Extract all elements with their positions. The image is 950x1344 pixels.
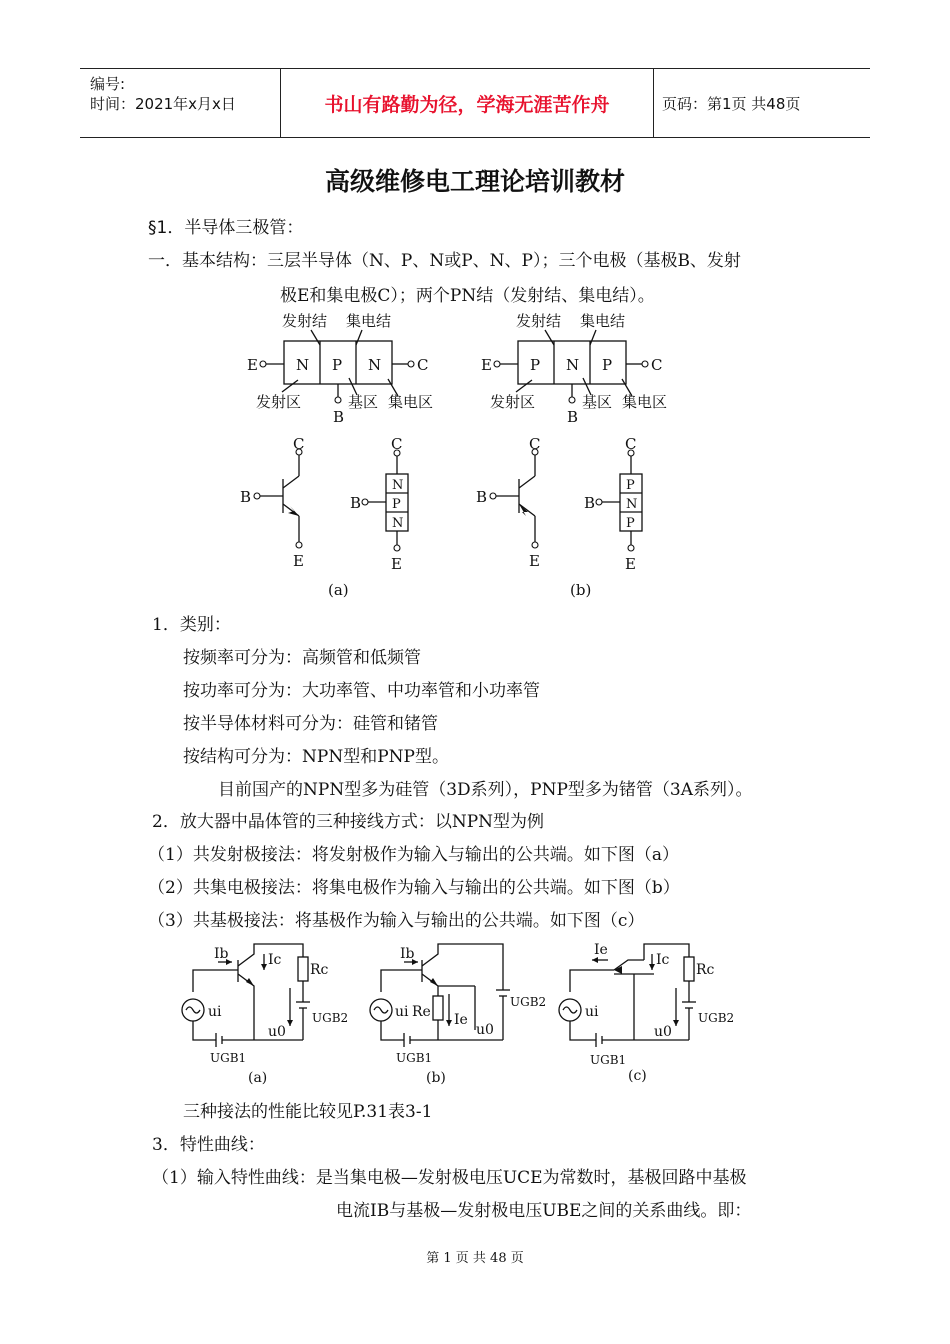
pnp-stack-layer-2: N — [626, 497, 638, 512]
fig-a-u0: u0 — [268, 1024, 286, 1040]
pnp-stack-b: B — [584, 494, 596, 512]
fig-c-ic: Ic — [656, 952, 670, 968]
fig-c-ie: Ie — [594, 942, 608, 958]
comparison-note: 三种接法的性能比较见P.31表3-1 — [183, 1102, 433, 1122]
npn-symbol-e: E — [293, 552, 304, 570]
figure1-caption-a: (a) — [328, 581, 349, 599]
amp-heading: 2．放大器中晶体管的三种接线方式：以NPN型为例 — [152, 812, 545, 832]
pnp-collector-junction-label: 集电结 — [580, 312, 626, 330]
npn-stack-b: B — [350, 494, 362, 512]
category-item: 按结构可分为：NPN型和PNP型。 — [183, 747, 449, 767]
intro-line-1: 一．基本结构：三层半导体（N、P、N或P、N、P）；三个电极（基极B、发射 — [148, 251, 741, 271]
npn-stack-layer-1: N — [392, 478, 404, 493]
fig-a-ui: ui — [208, 1004, 222, 1020]
intro-line-2: 极E和集电极C）；两个PN结（发射结、集电结）。 — [280, 286, 655, 306]
transistor-structure-figure — [0, 0, 950, 610]
category-item: 按频率可分为：高频管和低频管 — [183, 648, 421, 668]
document-title: 高级维修电工理论培训教材 — [324, 167, 625, 196]
pnp-layer-2: N — [566, 356, 580, 374]
pnp-stack-e: E — [625, 555, 636, 573]
fig-a-ugb2: UGB2 — [312, 1011, 349, 1025]
npn-symbol-b: B — [240, 488, 252, 506]
pnp-layer-1: P — [530, 356, 541, 374]
npn-layer-1: N — [296, 356, 310, 374]
npn-stack-layer-3: N — [392, 516, 404, 531]
category-item: 按功率可分为：大功率管、中功率管和小功率管 — [183, 681, 540, 701]
pnp-stack-layer-1: P — [626, 478, 635, 493]
npn-layer-3: N — [368, 356, 382, 374]
pnp-stack-layer-3: P — [626, 516, 635, 531]
input-curve-line-2: 电流IB与基极—发射极电压UBE之间的关系曲线。即： — [336, 1201, 752, 1221]
pnp-emitter-region-label: 发射区 — [490, 393, 536, 411]
fig-c-ugb2: UGB2 — [698, 1011, 735, 1025]
fig-b-ie: Ie — [454, 1012, 468, 1028]
amp-mode: （3）共基极接法：将基极作为输入与输出的公共端。如下图（c） — [148, 911, 645, 931]
fig-b-ib: Ib — [400, 946, 415, 962]
pnp-symbol-b: B — [476, 488, 488, 506]
fig-a-rc: Rc — [310, 962, 329, 978]
fig-b-ugb1: UGB1 — [396, 1051, 433, 1065]
npn-layer-2: P — [332, 356, 343, 374]
category-heading: 1．类别： — [152, 615, 231, 635]
npn-emitter-region-label: 发射区 — [256, 393, 302, 411]
pnp-emitter-junction-label: 发射结 — [516, 312, 562, 330]
header-motto: 书山有路勤为径，学海无涯苦作舟 — [280, 69, 654, 137]
pnp-base-region-label: 基区 — [582, 393, 613, 411]
pnp-symbol-c: C — [529, 435, 541, 453]
npn-stack-c: C — [391, 435, 403, 453]
npn-base-region-label: 基区 — [348, 393, 379, 411]
pnp-collector-region-label: 集电区 — [622, 393, 668, 411]
fig-b-u0: u0 — [476, 1022, 494, 1038]
npn-terminal-b: B — [333, 408, 345, 426]
curve-heading: 3．特性曲线： — [152, 1135, 265, 1155]
pnp-terminal-c: C — [651, 356, 663, 374]
pnp-terminal-e: E — [481, 356, 492, 374]
input-curve-line-1: （1）输入特性曲线：是当集电极—发射极电压UCE为常数时，基极回路中基极 — [152, 1168, 747, 1188]
fig-caption-c: (c) — [628, 1068, 647, 1084]
fig-c-rc: Rc — [696, 962, 715, 978]
npn-stack-layer-2: P — [392, 497, 401, 512]
fig-c-ui: ui — [585, 1004, 599, 1020]
pnp-layer-3: P — [602, 356, 613, 374]
fig-caption-a: (a) — [248, 1070, 268, 1086]
section-heading: §1．半导体三极管： — [148, 218, 304, 238]
fig-caption-b: (b) — [426, 1070, 446, 1086]
fig-a-ugb1: UGB1 — [210, 1051, 247, 1065]
figure1-caption-b: (b) — [570, 581, 592, 599]
category-item: 按半导体材料可分为：硅管和锗管 — [183, 714, 438, 734]
fig-a-ib: Ib — [214, 946, 229, 962]
npn-terminal-c: C — [417, 356, 429, 374]
amplifier-configurations-figure — [0, 930, 950, 1090]
domestic-note: 目前国产的NPN型多为硅管（3D系列），PNP型多为锗管（3A系列）。 — [218, 780, 753, 800]
npn-symbol-c: C — [293, 435, 305, 453]
document-time: 时间：2021年x月x日 — [90, 95, 236, 113]
document-number-label: 编号: — [90, 75, 126, 93]
amp-mode: （2）共集电极接法：将集电极作为输入与输出的公共端。如下图（b） — [148, 878, 680, 898]
fig-a-ic: Ic — [268, 952, 282, 968]
npn-stack-e: E — [391, 555, 402, 573]
pnp-stack-c: C — [625, 435, 637, 453]
npn-collector-junction-label: 集电结 — [346, 312, 392, 330]
fig-c-ugb1: UGB1 — [590, 1053, 627, 1067]
page-footer: 第 1 页 共 48 页 — [426, 1251, 524, 1266]
pnp-terminal-b: B — [567, 408, 579, 426]
amp-mode: （1）共发射极接法：将发射极作为输入与输出的公共端。如下图（a） — [148, 845, 679, 865]
fig-b-ugb2: UGB2 — [510, 995, 547, 1009]
fig-b-ui: ui — [395, 1004, 409, 1020]
pnp-symbol-e: E — [529, 552, 540, 570]
npn-collector-region-label: 集电区 — [388, 393, 434, 411]
header-page-info: 页码：第1页 共48页 — [662, 95, 801, 113]
fig-b-re: Re — [412, 1004, 431, 1020]
fig-c-u0: u0 — [654, 1024, 672, 1040]
npn-emitter-junction-label: 发射结 — [282, 312, 328, 330]
npn-terminal-e: E — [247, 356, 258, 374]
